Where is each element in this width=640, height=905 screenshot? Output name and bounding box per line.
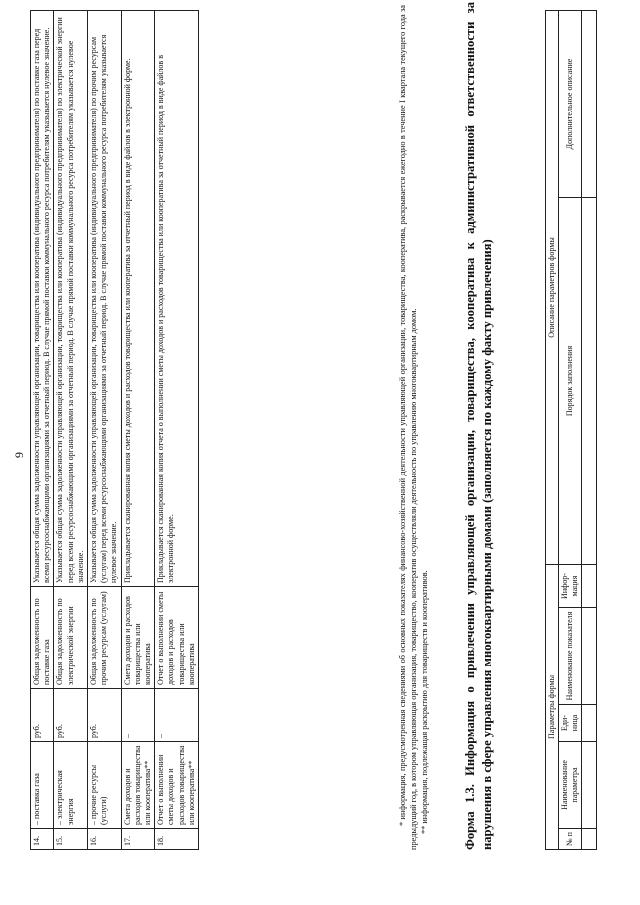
table-row (88, 11, 122, 850)
row-parameter: – поставка газа (31, 742, 54, 829)
row-parameter: – электрическая энергия (54, 742, 88, 829)
indicators-table (30, 10, 199, 850)
col-parameter-name: Наименование параметра (559, 742, 582, 829)
empty-cell (582, 705, 597, 742)
row-indicator: Общая задолженность по электрической энергии (54, 587, 88, 689)
col-information: Инфор- мация (559, 565, 582, 608)
col-fill-order: Порядок заполнения (559, 198, 582, 565)
row-unit: руб. (54, 689, 88, 742)
table-row (121, 11, 155, 850)
row-parameter: Отчет о выполнении сметы доходов и расходов товарищества или кооператива** (155, 742, 199, 829)
row-description: Указывается общая сумма задолженности управляющей организации, товарищества или кооператива (индивидуального предпринимателя) по прочим ресурсам (услугам) перед всеми ресурсоснабжающими организациями за отчетный период. В случае прямой поставки коммунального ресурса потребителям указывается нулевое значение. (88, 11, 122, 587)
row-indicator: Общая задолженность по поставке газа (31, 587, 54, 689)
footnote-annual-disclosure: * информация, предусмотренная сведениями об основных показателях финансово-хозяйственной деятельности управляющей организации, товарищества, кооператива, раскрывается ежегодно в течение I квартала текущего года за предыдущий год, в котором управляющая организация, товарищество, кооператив осуществляли деятельность по управлению многоквартирным домом. (398, 5, 418, 850)
row-unit: руб. (88, 689, 122, 742)
row-unit: – (121, 689, 155, 742)
empty-cell (582, 829, 597, 850)
empty-cell (582, 742, 597, 829)
footnote-partnerships: ** информация, подлежащая раскрытию для товариществ и кооперативов. (420, 570, 429, 834)
row-number: 18. (155, 829, 199, 850)
header-columns-row (559, 11, 582, 850)
row-indicator: Общая задолженность по прочим ресурсам (услугам) (88, 587, 122, 689)
empty-cell (582, 198, 597, 565)
col-number: № п (559, 829, 582, 850)
col-unit: Еди- ница (559, 705, 582, 742)
empty-cell (582, 608, 597, 705)
row-description: Указывается общая сумма задолженности управляющей организации, товарищества или кооператива (индивидуального предпринимателя) по электрической энергии перед всеми ресурсоснабжающими организациями за отчетный период. В случае прямой поставки коммунального ресурса потребителям указывается нулевое значение. (54, 11, 88, 587)
row-parameter: – прочие ресурсы (услуги) (88, 742, 122, 829)
row-number: 17. (121, 829, 155, 850)
row-unit: – (155, 689, 199, 742)
footnotes (397, 5, 430, 850)
form-parameters-table (545, 10, 597, 850)
row-description: Указывается общая сумма задолженности управляющей организации, товарищества или кооператива (индивидуального предпринимателя) по поставке газа перед всеми ресурсоснабжающими организациями за отчетный период. В случае прямой поставки коммунального ресурса потребителям указывается нулевое значение. (31, 11, 54, 587)
empty-cell (582, 565, 597, 608)
row-number: 16. (88, 829, 122, 850)
row-parameter: Смета доходов и расходов товарищества или кооператива** (121, 742, 155, 829)
row-description: Прикладывается сканированная копия сметы доходов и расходов товарищества или кооператива за отчетный период в виде файлов в электронной форме. (121, 11, 155, 587)
row-number: 14. (31, 829, 54, 850)
table-row (582, 11, 597, 850)
col-extra-description: Дополнительное описание (559, 11, 582, 198)
table-row (155, 11, 199, 850)
page-number: 9 (12, 452, 26, 458)
row-indicator: Смета доходов и расходов товарищества или кооператива (121, 587, 155, 689)
form-title: Форма 1.3. Информация о привлечении управляющей организации, товарищества, кооператива к административной ответственности за нарушения в сфере управления многоквартирными домами (заполняется по каждому факту привлечения) (463, 2, 494, 850)
group-parameter-description: Описание параметров формы (546, 11, 559, 565)
header-group-row (546, 11, 559, 850)
col-indicator-name: Наименование показателя (559, 608, 582, 705)
row-indicator: Отчет о выполнении сметы доходов и расходов товарищества или кооператива (155, 587, 199, 689)
empty-cell (582, 11, 597, 198)
table-row (31, 11, 54, 850)
row-number: 15. (54, 829, 88, 850)
table-row (54, 11, 88, 850)
row-description: Прикладывается сканированная копия отчета о выполнении сметы доходов и расходов товарищества или кооператива за отчетный период в виде файлов в электронной форме. (155, 11, 199, 587)
group-form-parameters: Параметры формы (546, 565, 559, 850)
row-unit: руб. (31, 689, 54, 742)
